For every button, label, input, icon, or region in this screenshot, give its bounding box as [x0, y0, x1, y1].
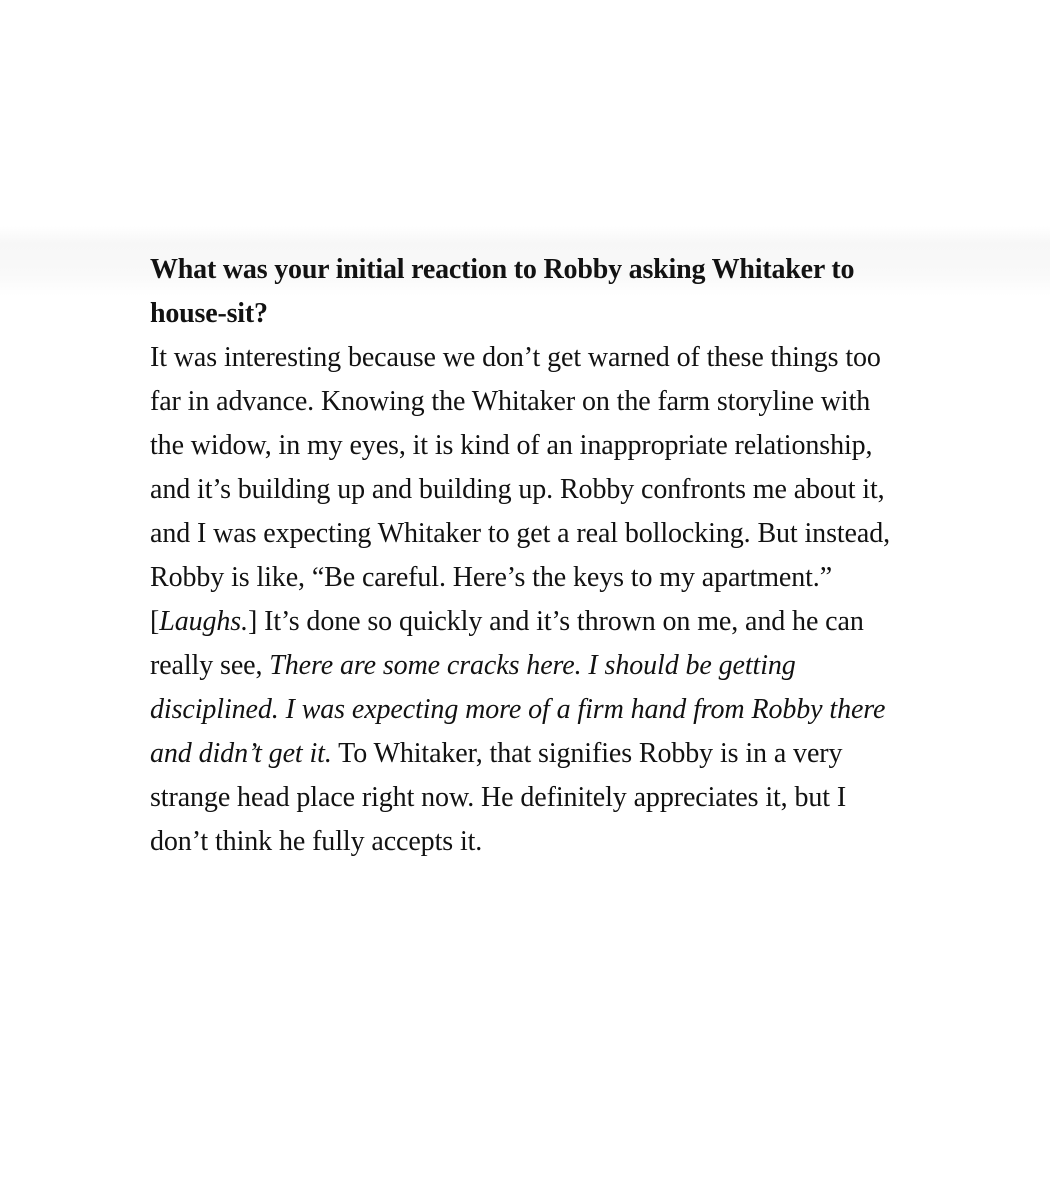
inner-thought: There are some cracks here. I should be getting disciplined. I was expecting more of a firm hand from Robby there and didn’t get it. — [150, 650, 886, 769]
answer-text-2: ] It’s done so quickly and it’s thrown on me, and he can really see, — [150, 606, 864, 681]
answer-text-1: It was interesting because we don’t get warned of these things too far in advance. Knowing the Whitaker on the farm storyline with the widow, in my eyes, it is kind of an inappropriate relationship, and it’s building up and building up. Robby confronts me about it, and I was expecting Whitaker to get a real bollocking. But instead, Robby is like, “Be careful. Here’s the keys to my apartment.” [ — [150, 342, 891, 637]
interview-question: What was your initial reaction to Robby asking Whitaker to house-sit? — [150, 254, 855, 329]
article-body — [150, 248, 895, 864]
interview-answer — [150, 336, 895, 864]
stage-direction: Laughs. — [159, 606, 249, 637]
answer-text-3: To Whitaker, that signifies Robby is in a very strange head place right now. He definitely appreciates it, but I don’t think he fully accepts it. — [150, 738, 847, 857]
